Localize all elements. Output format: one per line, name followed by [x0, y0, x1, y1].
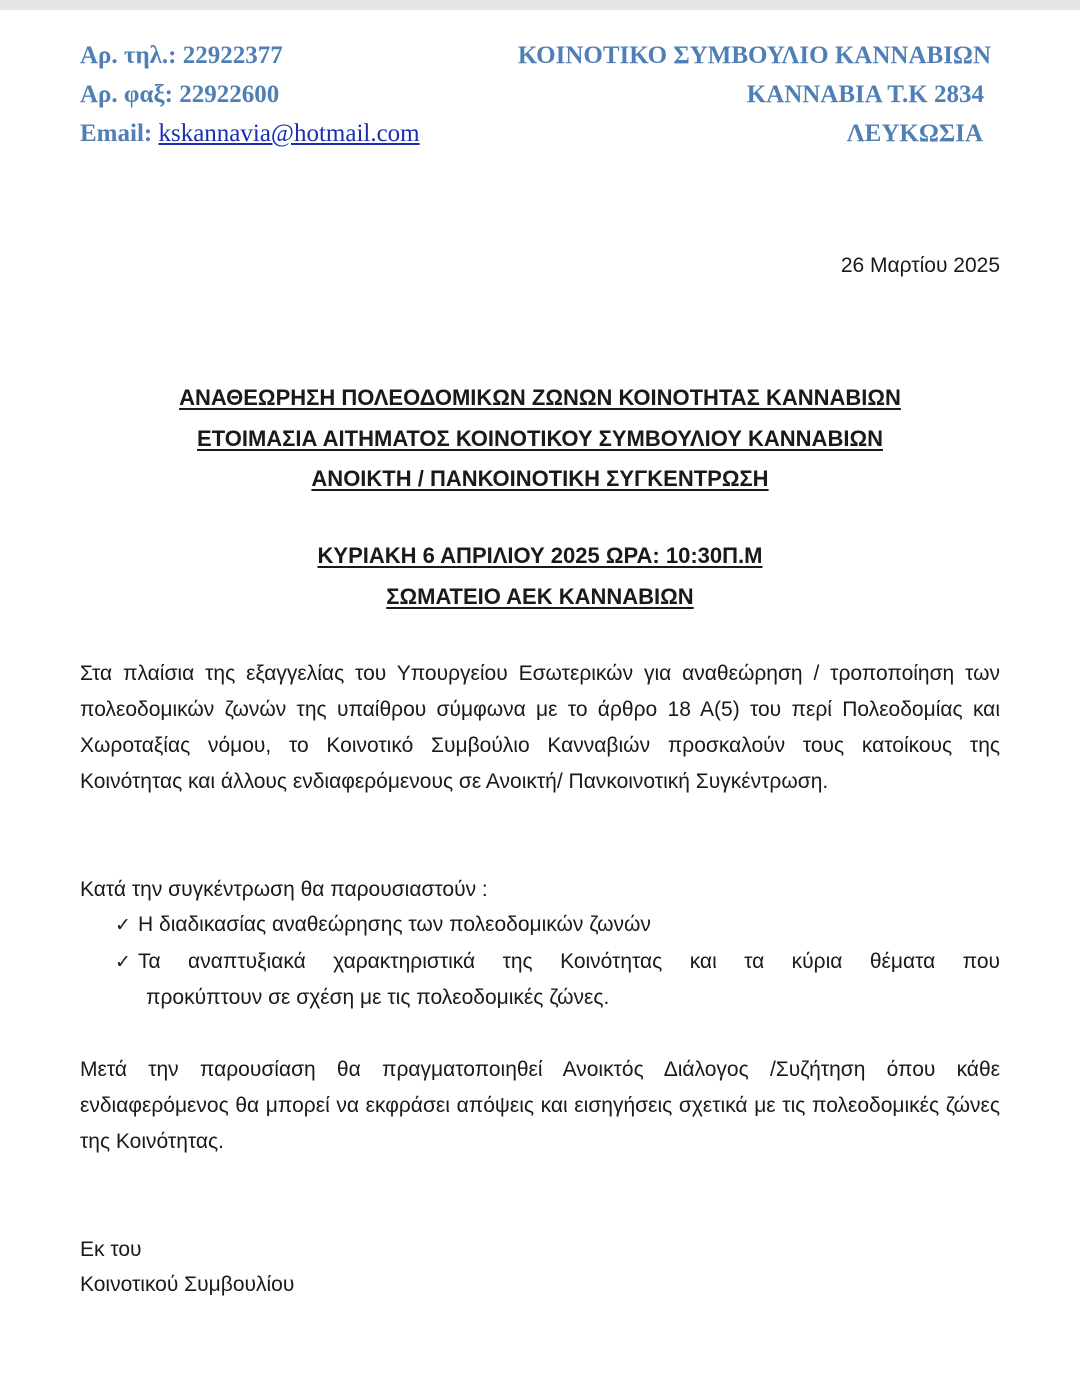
fax-line — [80, 80, 279, 110]
title-text-2: ΕΤΟΙΜΑΣΙΑ ΑΙΤΗΜΑΤΟΣ ΚΟΙΝΟΤΙΚΟΥ ΣΥΜΒΟΥΛΙΟΥ ΚΑΝΝΑΒΙΩΝ — [197, 426, 883, 451]
list-item-text — [138, 944, 1000, 1016]
list-intro: Κατά την συγκέντρωση θα παρουσιαστούν : — [80, 878, 488, 901]
list-item — [115, 944, 1000, 1016]
signature-line-2: Κοινοτικού Συμβουλίου — [80, 1273, 295, 1296]
telephone-label: Αρ. τηλ.: — [80, 42, 177, 69]
signature-line-1: Εκ του — [80, 1238, 142, 1261]
title-text-1: ΑΝΑΘΕΩΡΗΣΗ ΠΟΛΕΟΔΟΜΙΚΩΝ ΖΩΝΩΝ ΚΟΙΝΟΤΗΤΑΣ ΚΑΝΝΑΒΙΩΝ — [179, 385, 901, 410]
title-line-1 — [80, 383, 1000, 413]
email-line — [80, 119, 420, 149]
list-item — [115, 907, 1000, 943]
event-venue-text: ΣΩΜΑΤΕΙΟ ΑΕΚ ΚΑΝΝΑΒΙΩΝ — [386, 584, 694, 609]
list-item-text-line-1: Τα αναπτυξιακά χαρακτηριστικά της Κοινότητας και τα κύρια θέματα που — [138, 950, 1000, 973]
fax-label: Αρ. φαξ: — [80, 81, 173, 108]
email-link[interactable]: kskannavia@hotmail.com — [158, 120, 420, 147]
title-line-2 — [80, 424, 1000, 454]
list-item-text-line-2: προκύπτουν σε σχέση με τις πολεοδομικές ζώνες. — [146, 986, 610, 1009]
top-bar — [0, 0, 1080, 10]
intro-paragraph: Στα πλαίσια της εξαγγελίας του Υπουργείου Εσωτερικών για αναθεώρηση / τροποποίηση των πολεοδομικών ζωνών της υπαίθρου σύμφωνα με το άρθρο 18 Α(5) του περί Πολεοδομίας και Χωροταξίας νόμου, το Κοινοτικό Συμβούλιο Κανναβιών προσκαλούν τους κατοίκους της Κοινότητας και άλλους ενδιαφερόμενους σε Ανοικτή/ Πανκοινοτική Συγκέντρωση. — [80, 662, 1000, 793]
letter-date: 26 Μαρτίου 2025 — [840, 254, 1000, 277]
list-item-text: Η διαδικασίας αναθεώρησης των πολεοδομικών ζωνών — [138, 913, 651, 936]
fax-value: 22922600 — [179, 81, 280, 108]
event-datetime-text: ΚΥΡΙΑΚΗ 6 ΑΠΡΙΛΙΟΥ 2025 ΩΡΑ: 10:30Π.Μ — [317, 543, 763, 568]
checkmark-icon: ✓ — [115, 914, 131, 936]
closing-paragraph: Μετά την παρουσίαση θα πραγματοποιηθεί Ανοικτός Διάλογος /Συζήτηση όπου κάθε ενδιαφερόμενος θα μπορεί να εκφράσει απόψεις και εισηγήσεις σχετικά με τις πολεοδομικές ζώνες της Κοινότητας. — [80, 1058, 1000, 1153]
telephone-value: 22922377 — [182, 42, 283, 69]
email-label: Email: — [80, 120, 153, 147]
city-name: ΛΕΥΚΩΣΙΑ — [846, 120, 983, 147]
council-name: ΚΟΙΝΟΤΙΚΟ ΣΥΜΒΟΥΛΙΟ ΚΑΝΝΑΒΙΩΝ — [517, 42, 991, 69]
title-text-3: ΑΝΟΙΚΤΗ / ΠΑΝΚΟΙΝΟΤΙΚΗ ΣΥΓΚΕΝΤΡΩΣΗ — [311, 466, 769, 491]
postal-address: ΚΑΝΝΑΒΙΑ Τ.Κ 2834 — [746, 81, 984, 108]
checkmark-icon: ✓ — [115, 951, 131, 973]
event-datetime — [80, 541, 1000, 571]
telephone-line — [80, 41, 283, 71]
title-line-3 — [80, 464, 1000, 494]
event-venue — [80, 582, 1000, 612]
